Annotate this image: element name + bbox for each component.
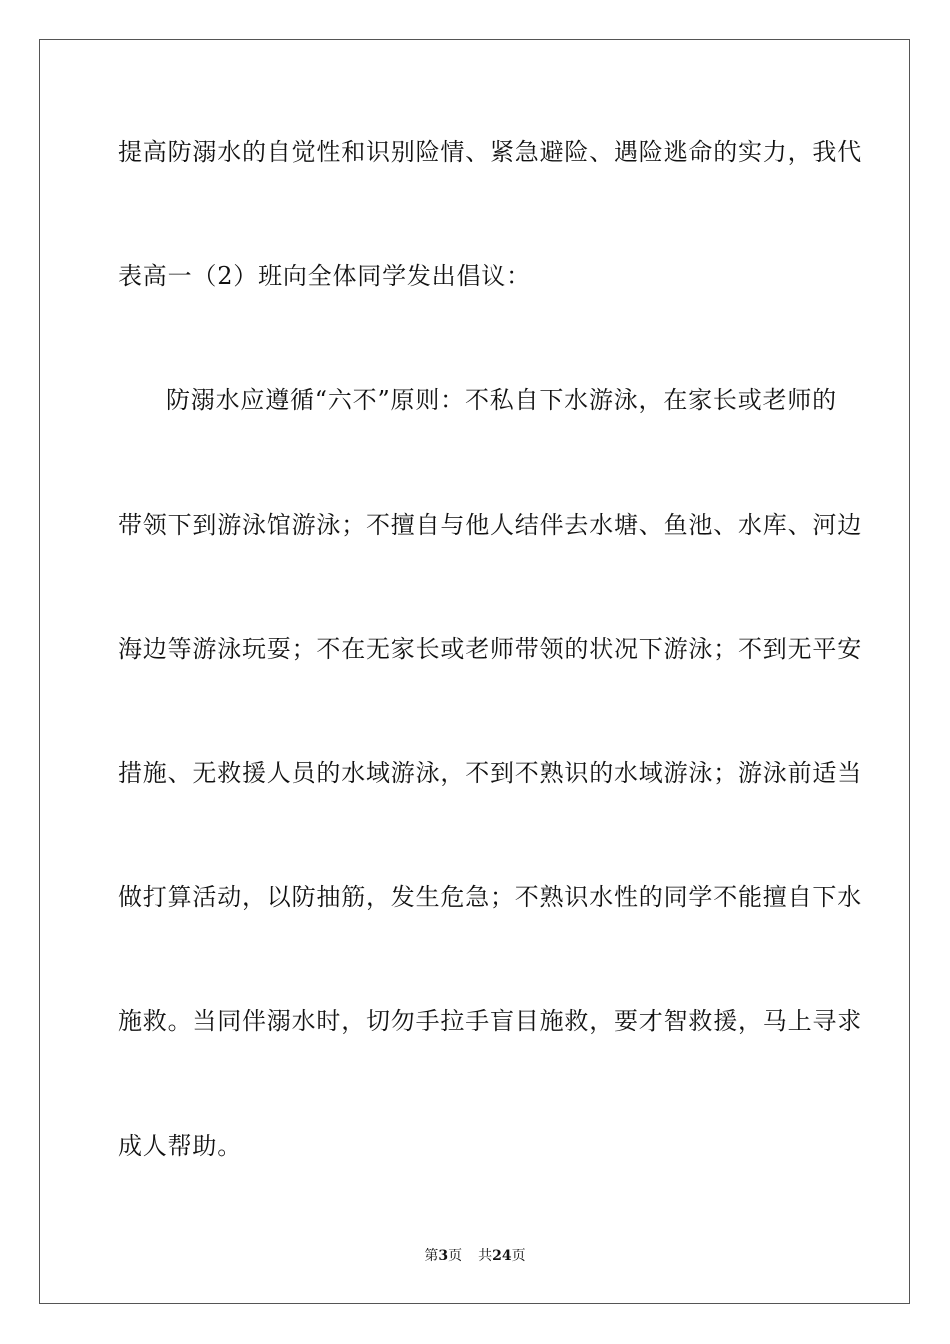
total-prefix: 共 [478,1248,493,1264]
current-page-number: 3 [438,1248,449,1264]
body-line-5: 海边等游泳玩耍；不在无家长或老师带领的状况下游泳；不到无平安 [118,635,862,663]
body-line-9: 成人帮助。 [118,1132,242,1160]
body-line-3: 防溺水应遵循“六不”原则：不私自下水游泳，在家长或老师的 [166,386,837,414]
page-suffix: 页 [448,1248,463,1264]
body-line-8: 施救。当同伴溺水时，切勿手拉手盲目施救，要才智救援，马上寻求 [118,1007,862,1035]
page-prefix: 第 [424,1248,439,1264]
total-pages-number: 24 [492,1248,512,1264]
body-line-4: 带领下到游泳馆游泳；不擅自与他人结伴去水塘、鱼池、水库、河边 [118,511,862,539]
page-border [39,39,910,1304]
total-suffix: 页 [511,1248,526,1264]
body-line-6: 措施、无救援人员的水域游泳，不到不熟识的水域游泳；游泳前适当 [118,759,862,787]
body-line-2: 表高一（2）班向全体同学发出倡议： [118,262,531,290]
body-line-1: 提高防溺水的自觉性和识别险情、紧急避险、遇险逃命的实力，我代 [118,138,862,166]
body-line-7: 做打算活动，以防抽筋，发生危急；不熟识水性的同学不能擅自下水 [118,883,862,911]
page-footer [0,1247,950,1265]
